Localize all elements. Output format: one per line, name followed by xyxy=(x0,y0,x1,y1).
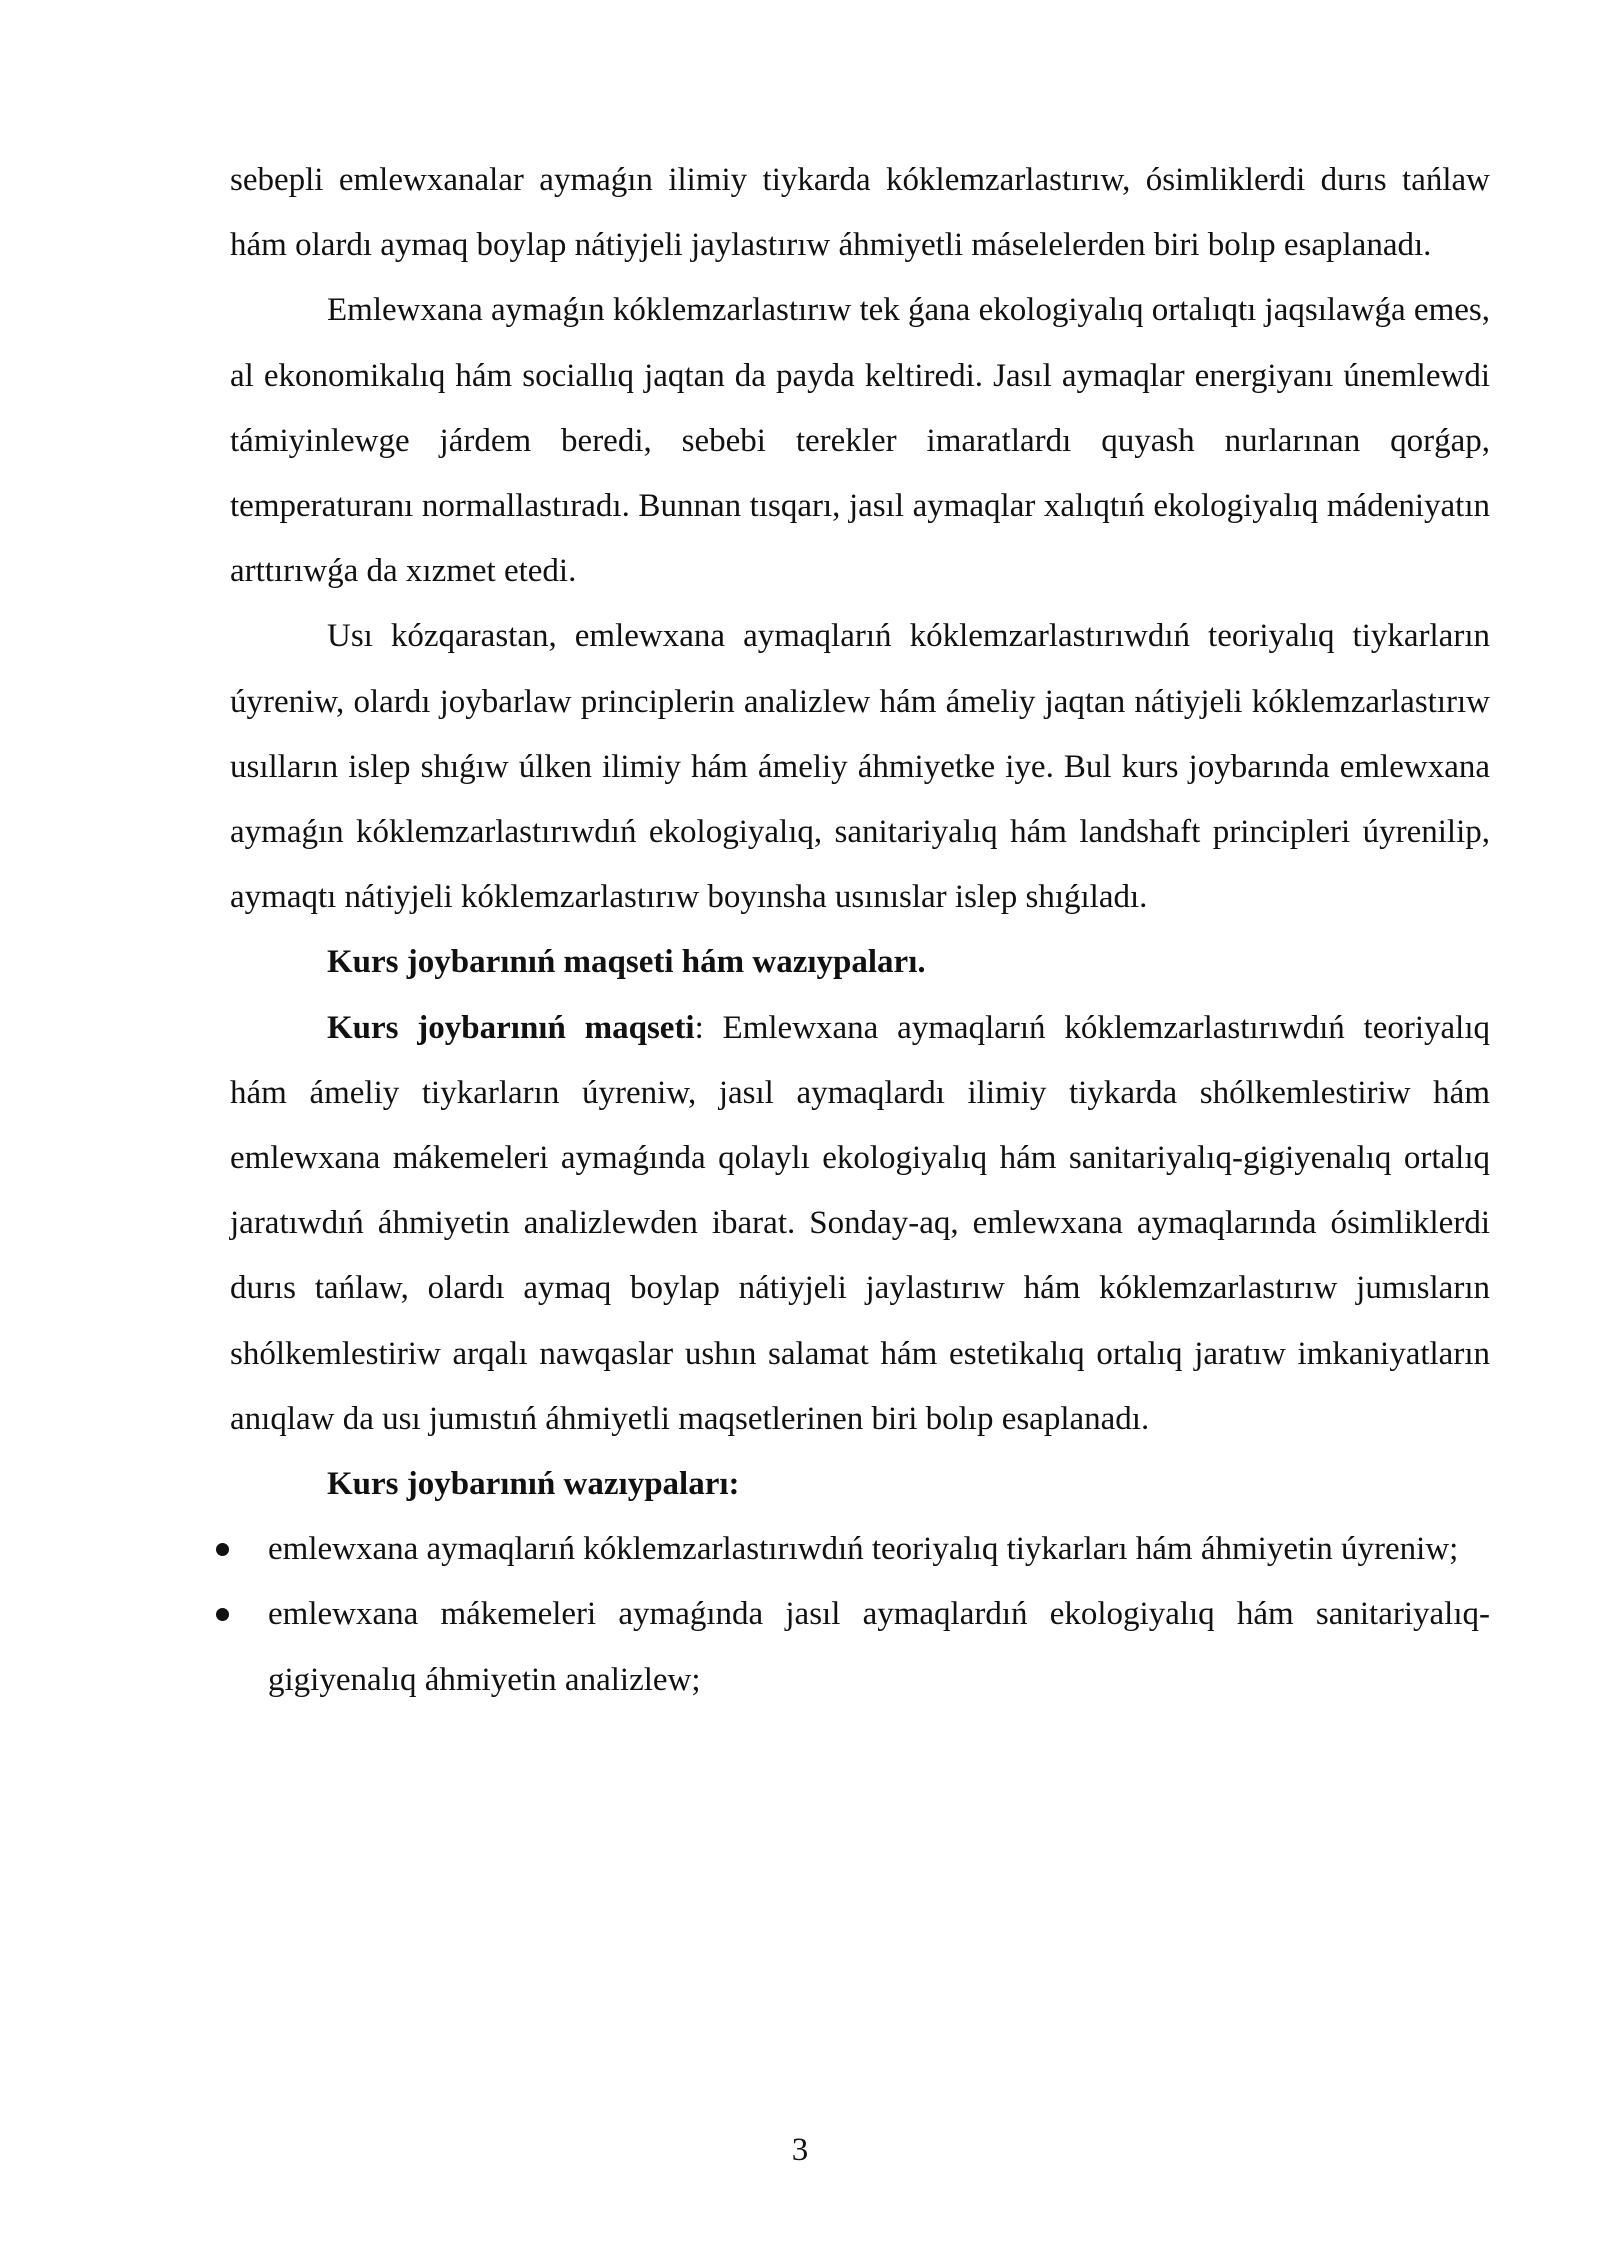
tasks-list xyxy=(230,1517,1490,1713)
paragraph-greening-benefits: Emlewxana aymaǵın kóklemzarlastırıw tek ǵana ekologiyalıq ortalıqtı jaqsılawǵa emes, al ekonomikalıq hám sociallıq jaqtan da payda keltiredi. Jasıl aymaqlar energiyanı únemlewdi támiyinlewge járdem beredi, sebebi terekler imaratlardı quyash nurlarınan qorǵap, temperaturanı normallastıradı. Bunnan tısqarı, jasıl aymaqlar xalıqtıń ekologiyalıq mádeniyatın arttırıwǵa da xızmet etedi. xyxy=(230,292,1490,590)
list-item-text: emlewxana aymaqlarıń kóklemzarlastırıwdıń teoriyalıq tiykarları hám áhmiyetin úyreniw; xyxy=(268,1531,1459,1568)
goal-lead-label: Kurs joybarınıń maqseti xyxy=(327,1009,695,1046)
list-item xyxy=(230,1582,1490,1712)
page-number: 3 xyxy=(791,2132,809,2168)
document-body xyxy=(230,148,1490,1713)
section-heading-goals-tasks: Kurs joybarınıń maqseti hám wazıypaları. xyxy=(327,944,926,981)
bullet-icon xyxy=(216,1608,229,1621)
paragraph-relevance: Usı kózqarastan, emlewxana aymaqlarıń kóklemzarlastırıwdıń teoriyalıq tiykarların úyreniw, olardı joybarlaw principlerin analizlew hám ámeliy jaqtan nátiyjeli kóklemzarlastırıw usılların islep shıǵıw úlken ilimiy hám ámeliy áhmiyetke iye. Bul kurs joybarında emlewxana aymaǵın kóklemzarlastırıwdıń ekologiyalıq, sanitariyalıq hám landshaft principleri úyrenilip, aymaqtı nátiyjeli kóklemzarlastırıw boyınsha usınıslar islep shıǵıladı. xyxy=(230,618,1490,916)
bullet-icon xyxy=(216,1543,229,1556)
section-heading-tasks: Kurs joybarınıń wazıypaları: xyxy=(327,1466,740,1503)
list-item-text: emlewxana mákemeleri aymaǵında jasıl aymaqlardıń ekologiyalıq hám sanitariyalıq-gigiyenalıq áhmiyetin analizlew; xyxy=(268,1596,1490,1698)
paragraph-intro-continuation: sebepli emlewxanalar aymaǵın ilimiy tiykarda kóklemzarlastırıw, ósimliklerdi durıs tańlaw hám olardı aymaq boylap nátiyjeli jaylastırıw áhmiyetli máselelerden biri bolıp esaplanadı. xyxy=(230,162,1490,264)
list-item xyxy=(230,1517,1490,1582)
goal-text: : Emlewxana aymaqlarıń kóklemzarlastırıwdıń teoriyalıq hám ámeliy tiykarların úyreniw, jasıl aymaqlardı ilimiy tiykarda shólkemlestiriw hám emlewxana mákemeleri aymaǵında qolaylı ekologiyalıq hám sanitariyalıq-gigiyenalıq ortalıq jaratıwdıń áhmiyetin analizlewden ibarat. Sonday-aq, emlewxana aymaqlarında ósimliklerdi durıs tańlaw, olardı aymaq boylap nátiyjeli jaylastırıw hám kóklemzarlastırıw jumısların shólkemlestiriw arqalı nawqaslar ushın salamat hám estetikalıq ortalıq jaratıw imkaniyatların anıqlaw da usı jumıstıń áhmiyetli maqsetlerinen biri bolıp esaplanadı. xyxy=(230,1009,1490,1437)
paragraph-goal xyxy=(230,996,1490,1452)
